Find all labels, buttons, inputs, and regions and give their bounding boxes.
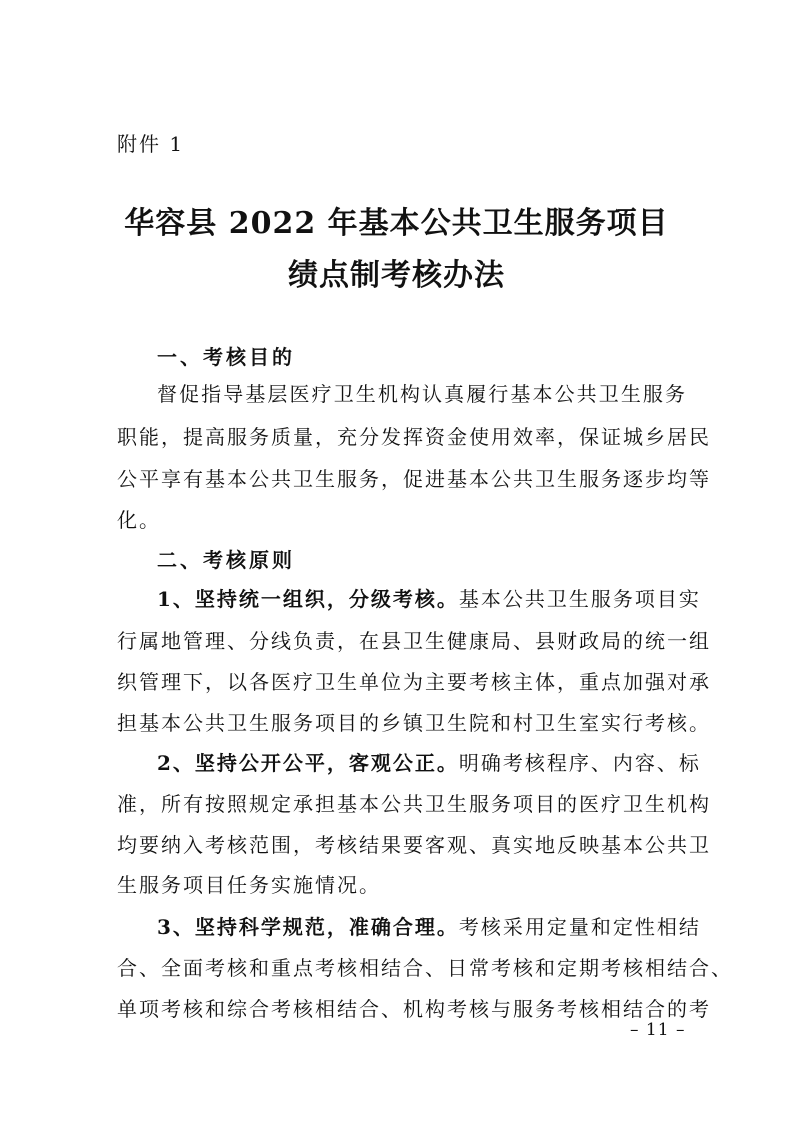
paragraph-line: 化。 <box>117 508 161 532</box>
paragraph-line: 准，所有按照规定承担基本公共卫生服务项目的医疗卫生机构 <box>117 792 711 816</box>
paragraph-line: 均要纳入考核范围，考核结果要客观、真实地反映基本公共卫 <box>117 833 711 857</box>
document-title-line-2: 绩点制考核办法 <box>288 258 505 293</box>
paragraph-line: 生服务项目任务实施情况。 <box>117 873 381 897</box>
paragraph-line: 行属地管理、分线负责，在县卫生健康局、县财政局的统一组 <box>117 629 711 653</box>
principle-1-title: 1、坚持统一组织，分级考核。 <box>157 587 459 611</box>
section-heading-purpose: 一、考核目的 <box>157 345 295 369</box>
paragraph-line: 督促指导基层医疗卫生机构认真履行基本公共卫生服务 <box>157 382 687 406</box>
attachment-label: 附件 1 <box>117 132 185 156</box>
paragraph-line: 担基本公共卫生服务项目的乡镇卫生院和村卫生室实行考核。 <box>117 711 711 735</box>
principle-3-text: 考核采用定量和定性相结 <box>458 915 701 939</box>
section-heading-principles: 二、考核原则 <box>157 548 295 572</box>
principle-3-title: 3、坚持科学规范，准确合理。 <box>157 915 459 939</box>
paragraph-line: 职能，提高服务质量，充分发挥资金使用效率，保证城乡居民 <box>117 425 711 449</box>
paragraph-line: 合、全面考核和重点考核相结合、日常考核和定期考核相结合、 <box>117 956 733 980</box>
principle-2-text: 明确考核程序、内容、标 <box>458 751 701 775</box>
principle-1-text: 基本公共卫生服务项目实 <box>458 587 701 611</box>
document-title-line-1: 华容县 2022 年基本公共卫生服务项目 <box>124 206 669 241</box>
principle-2-title: 2、坚持公开公平，客观公正。 <box>157 751 459 775</box>
paragraph-line: 单项考核和综合考核相结合、机构考核与服务考核相结合的考 <box>117 997 711 1021</box>
paragraph-line: 公平享有基本公共卫生服务，促进基本公共卫生服务逐步均等 <box>117 467 711 491</box>
page-number: – 11 – <box>630 1020 686 1040</box>
paragraph-line: 织管理下，以各医疗卫生单位为主要考核主体，重点加强对承 <box>117 670 711 694</box>
paragraph-line <box>157 911 701 940</box>
paragraph-line <box>157 583 701 612</box>
paragraph-line <box>157 747 701 776</box>
